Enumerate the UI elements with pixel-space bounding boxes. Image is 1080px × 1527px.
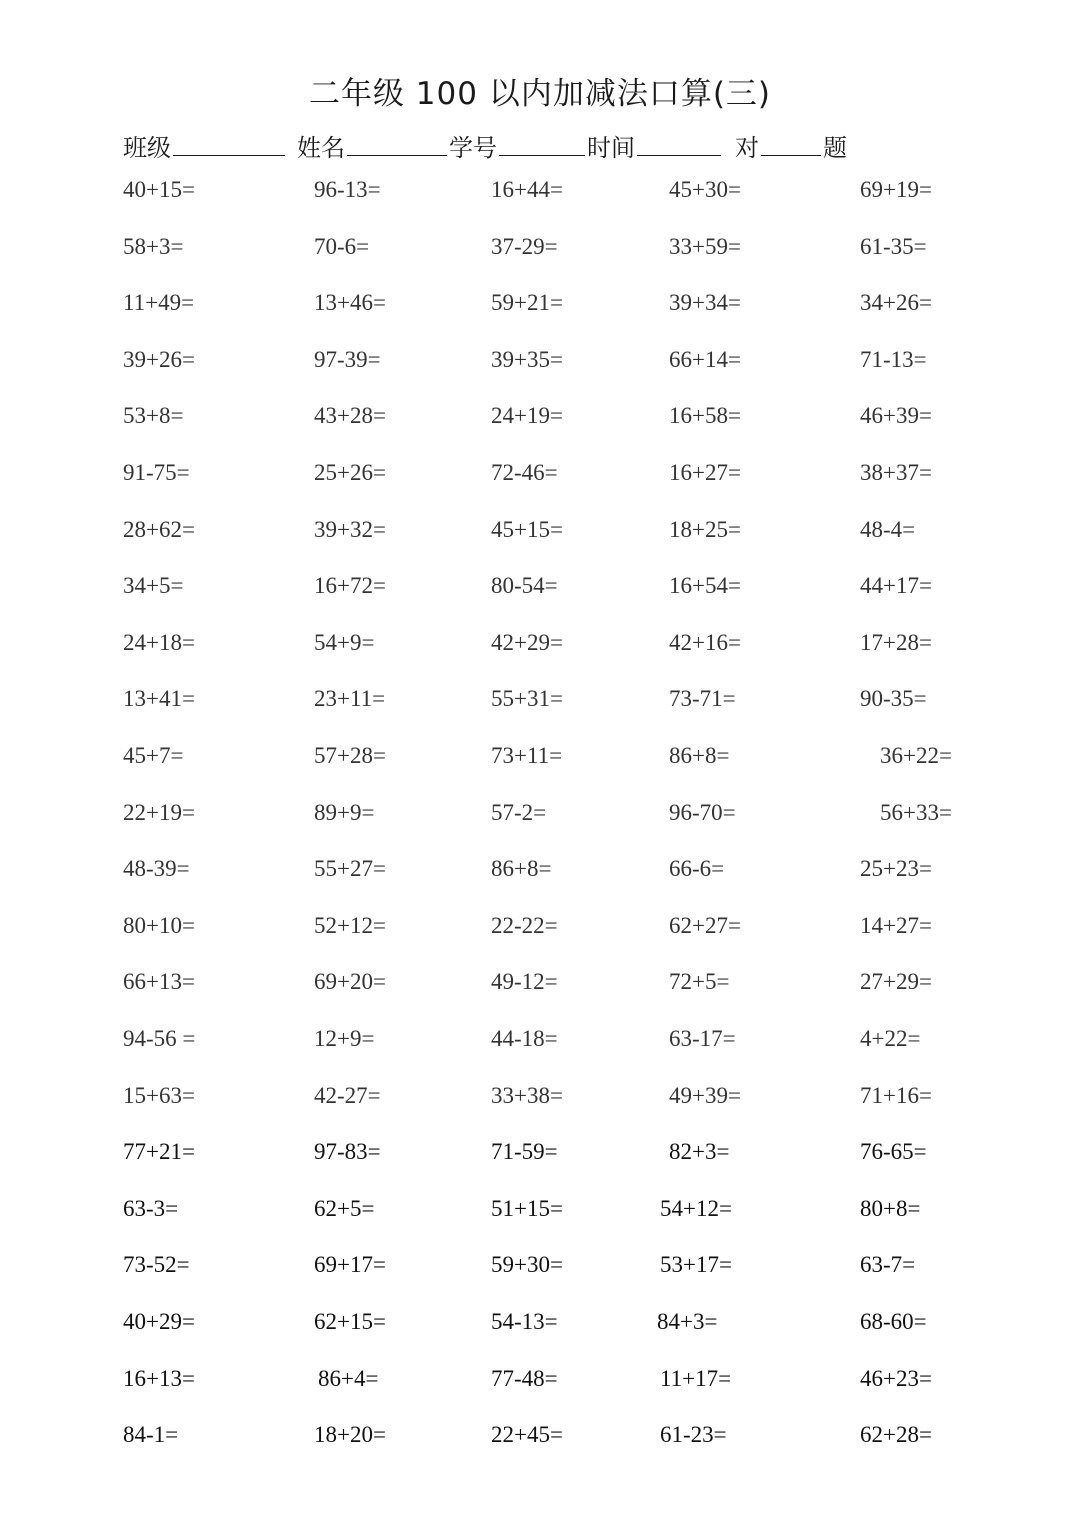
problem-item: 89+9= [314,799,375,825]
class-field [123,128,287,163]
time-label: 时间 [587,134,635,162]
problem-item: 61-35= [860,233,927,259]
problem-item: 4+22= [860,1026,921,1051]
problem-row [0,1245,1080,1285]
problem-item: 56+33= [880,799,952,825]
problem-item: 33+59= [669,233,741,259]
problem-item: 66+13= [123,969,195,995]
problem-item: 62+5= [314,1195,375,1221]
problem-item: 86+4= [318,1365,379,1391]
problem-item: 44-18= [491,1026,558,1051]
problem-item: 17+28= [860,629,932,655]
problem-item: 16+13= [123,1365,195,1391]
problem-item: 45+30= [669,177,741,202]
problem-item: 71-13= [860,346,927,372]
problem-item: 24+19= [491,403,563,429]
problem-item: 11+49= [123,290,195,316]
problem-item: 37-29= [491,233,558,259]
problem-item: 43+28= [314,403,386,429]
problem-row [0,1302,1080,1342]
problem-item: 80+10= [123,912,195,938]
problem-item: 73+11= [491,743,563,768]
problem-item: 80+8= [860,1195,921,1221]
problem-row [0,1189,1080,1229]
problem-item: 34+5= [123,573,184,599]
student-id-blank[interactable] [499,135,585,156]
problem-row [0,849,1080,889]
student-id-label: 学号 [449,134,497,162]
problem-item: 52+12= [314,912,386,938]
problem-item: 57-2= [491,799,547,825]
problem-item: 69+17= [314,1252,386,1278]
problem-item: 39+32= [314,516,386,542]
problem-row [0,283,1080,323]
problem-item: 49-12= [491,969,558,995]
problem-item: 66-6= [669,856,725,882]
name-blank[interactable] [347,135,447,156]
problem-item: 71-59= [491,1139,558,1165]
problem-item: 46+39= [860,403,932,429]
problem-item: 12+9= [314,1026,375,1051]
problem-item: 24+18= [123,629,195,655]
problem-item: 57+28= [314,743,386,768]
problem-item: 16+44= [491,177,563,202]
problem-item: 45+7= [123,743,184,768]
problem-row [0,679,1080,719]
problem-item: 71+16= [860,1082,932,1108]
problem-item: 16+54= [669,573,741,599]
worksheet-title: 二年级 100 以内加减法口算(三) [308,76,772,112]
problem-item: 22+45= [491,1422,563,1448]
problem-item: 59+30= [491,1252,563,1278]
problem-item: 39+35= [491,346,563,372]
name-label: 姓名 [297,134,345,162]
problem-item: 53+8= [123,403,184,429]
problem-item: 36+22= [880,743,952,768]
problem-row [0,962,1080,1002]
problem-row [0,1019,1080,1059]
student-id-field [449,128,587,163]
problem-item: 42+29= [491,629,563,655]
problem-item: 90-35= [860,686,927,712]
problem-item: 22+19= [123,799,195,825]
problem-item: 42+16= [669,629,741,655]
problem-item: 54+12= [660,1195,732,1221]
problem-item: 25+26= [314,460,386,485]
problem-item: 14+27= [860,912,932,938]
problem-item: 18+25= [669,516,741,542]
time-field [587,128,723,163]
problem-row [0,340,1080,380]
problem-item: 69+19= [860,177,932,202]
name-field [297,128,449,163]
problem-row [0,623,1080,663]
correct-label: 对 [735,134,759,162]
problem-item: 58+3= [123,233,184,259]
problem-item: 39+34= [669,290,741,316]
problem-item: 23+11= [314,686,386,712]
problem-item: 97-39= [314,346,381,372]
problem-row [0,906,1080,946]
problem-item: 59+21= [491,290,563,316]
problem-item: 54+9= [314,629,375,655]
time-blank[interactable] [637,135,721,156]
problem-item: 33+38= [491,1082,563,1108]
problem-item: 73-52= [123,1252,190,1278]
correct-count-blank[interactable] [761,135,821,156]
problem-item: 13+41= [123,686,195,712]
problem-item: 62+27= [669,912,741,938]
problem-item: 34+26= [860,290,932,316]
student-info-row [123,128,847,163]
problem-row [0,736,1080,776]
problem-item: 11+17= [660,1365,732,1391]
problem-item: 54-13= [491,1309,558,1334]
problem-row [0,566,1080,606]
problem-item: 69+20= [314,969,386,995]
problem-row [0,170,1080,210]
problem-item: 77-48= [491,1365,558,1391]
problem-row [0,1132,1080,1172]
problem-item: 13+46= [314,290,386,316]
problem-item: 16+27= [669,460,741,485]
problem-item: 25+23= [860,856,932,882]
problem-item: 63-17= [669,1026,736,1051]
problem-item: 62+15= [314,1309,386,1334]
problem-item: 40+29= [123,1309,195,1334]
problem-item: 62+28= [860,1422,932,1448]
problem-item: 77+21= [123,1139,195,1165]
problem-item: 55+31= [491,686,563,712]
problem-item: 18+20= [314,1422,386,1448]
problem-item: 94-56 = [123,1026,196,1051]
problem-item: 55+27= [314,856,386,882]
problem-item: 80-54= [491,573,558,599]
problem-item: 91-75= [123,460,190,485]
problem-row [0,510,1080,550]
problem-item: 96-70= [669,799,736,825]
problem-row [0,227,1080,267]
problem-item: 86+8= [491,856,552,882]
problem-item: 42-27= [314,1082,381,1108]
problem-item: 51+15= [491,1195,563,1221]
problem-item: 63-7= [860,1252,916,1278]
problem-item: 16+58= [669,403,741,429]
problem-item: 46+23= [860,1365,932,1391]
problem-item: 84-1= [123,1422,179,1448]
problem-item: 39+26= [123,346,195,372]
correct-count-field [735,128,847,163]
problem-row [0,1076,1080,1116]
questions-suffix: 题 [823,134,847,162]
problem-row [0,396,1080,436]
problem-item: 68-60= [860,1309,927,1334]
problem-item: 40+15= [123,177,195,202]
problem-item: 96-13= [314,177,381,202]
problem-item: 61-23= [660,1422,727,1448]
problem-item: 86+8= [669,743,730,768]
problem-item: 70-6= [314,233,370,259]
problem-item: 45+15= [491,516,563,542]
problem-item: 48-4= [860,516,916,542]
problem-item: 84+3= [657,1309,718,1334]
problem-item: 48-39= [123,856,190,882]
problem-item: 73-71= [669,686,736,712]
problem-item: 53+17= [660,1252,732,1278]
problem-item: 72-46= [491,460,558,485]
problem-item: 44+17= [860,573,932,599]
problem-row [0,453,1080,493]
problem-item: 15+63= [123,1082,195,1108]
problem-row [0,1415,1080,1455]
problem-item: 63-3= [123,1195,179,1221]
class-blank[interactable] [173,135,285,156]
class-label: 班级 [123,134,171,162]
problem-item: 82+3= [669,1139,730,1165]
problem-item: 76-65= [860,1139,927,1165]
problem-item: 22-22= [491,912,558,938]
problem-item: 97-83= [314,1139,381,1165]
problem-item: 28+62= [123,516,195,542]
problem-item: 27+29= [860,969,932,995]
problem-item: 38+37= [860,460,932,485]
problem-item: 49+39= [669,1082,741,1108]
problem-row [0,1359,1080,1399]
problem-item: 72+5= [669,969,730,995]
problem-row [0,793,1080,833]
problem-item: 16+72= [314,573,386,599]
problem-item: 66+14= [669,346,741,372]
